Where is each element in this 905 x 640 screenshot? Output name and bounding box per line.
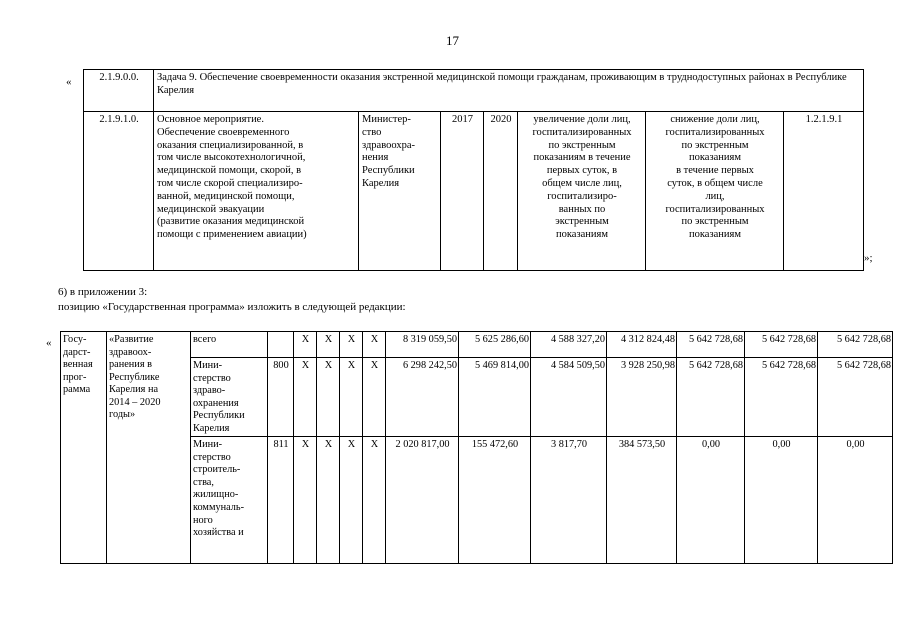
value-cell: 5 469 814,00 <box>459 358 531 437</box>
x-cell: Х <box>363 332 386 358</box>
x-cell: Х <box>317 358 340 437</box>
activity-executor: Министер- ство здравоохра- нения Республики Карелия <box>359 112 441 271</box>
program-name: «Развитие здравоох- ранения в Республике Карелия на 2014 – 2020 годы» <box>107 332 191 564</box>
x-cell: Х <box>363 437 386 564</box>
value-cell: 8 319 059,50 <box>386 332 459 358</box>
row-label: Мини- стерство строитель- ства, жилищно- коммуналь- ного хозяйства и <box>191 437 268 564</box>
value-cell: 155 472,60 <box>459 437 531 564</box>
year-end: 2020 <box>484 112 518 271</box>
grbs-code: 800 <box>268 358 294 437</box>
value-cell: 2 020 817,00 <box>386 437 459 564</box>
x-cell: Х <box>340 358 363 437</box>
table-row <box>61 332 893 358</box>
x-cell: Х <box>363 358 386 437</box>
value-cell: 0,00 <box>677 437 745 564</box>
x-cell: Х <box>294 332 317 358</box>
value-cell: 4 584 509,50 <box>531 358 607 437</box>
grbs-code: 811 <box>268 437 294 564</box>
value-cell: 3 928 250,98 <box>607 358 677 437</box>
x-cell: Х <box>317 332 340 358</box>
x-cell: Х <box>294 358 317 437</box>
grbs-code <box>268 332 294 358</box>
x-cell: Х <box>340 437 363 564</box>
year-start: 2017 <box>441 112 484 271</box>
page-number: 17 <box>446 33 459 48</box>
task-title: Задача 9. Обеспечение своевременности оказания экстренной медицинской помощи гражданам, проживающим в труднодоступных районах в Республике Карелия <box>154 70 864 112</box>
value-cell: 0,00 <box>745 437 818 564</box>
activity-code: 2.1.9.1.0. <box>84 112 154 271</box>
program-status: Госу- дарст- венная прог- рамма <box>61 332 107 564</box>
program-funding-table <box>60 331 893 564</box>
indicator-link: 1.2.1.9.1 <box>784 112 864 271</box>
consequence: снижение доли лиц, госпитализированных по экстренным показаниям в течение первых суток, в общем числе лиц, госпитализированных по экстренным показаниям <box>646 112 784 271</box>
activities-table <box>83 69 864 271</box>
value-cell: 5 642 728,68 <box>745 332 818 358</box>
value-cell: 5 642 728,68 <box>677 332 745 358</box>
activity-description: Основное мероприятие. Обеспечение своевременного оказания специализированной, в том числе высокотехнологичной, медицинской помощи, скорой, в том числе скорой специализиро- ванной, медицинской помощи, медицинской эвакуации (развитие оказания медицинской помощи с применением авиации) <box>154 112 359 271</box>
value-cell: 5 642 728,68 <box>818 358 893 437</box>
value-cell: 5 625 286,60 <box>459 332 531 358</box>
closing-mark: »; <box>864 252 873 264</box>
task-row <box>84 70 864 112</box>
value-cell: 5 642 728,68 <box>818 332 893 358</box>
paragraph-appendix: 6) в приложении 3: <box>58 286 148 298</box>
value-cell: 5 642 728,68 <box>745 358 818 437</box>
row-label: всего <box>191 332 268 358</box>
opening-quote-2: « <box>46 337 52 349</box>
value-cell: 4 312 824,48 <box>607 332 677 358</box>
task-code: 2.1.9.0.0. <box>84 70 154 112</box>
value-cell: 4 588 327,20 <box>531 332 607 358</box>
row-label: Мини- стерство здраво- охранения Республики Карелия <box>191 358 268 437</box>
value-cell: 384 573,50 <box>607 437 677 564</box>
opening-quote: « <box>66 76 72 88</box>
paragraph-instruction: позицию «Государственная программа» изложить в следующей редакции: <box>58 301 406 313</box>
activity-row <box>84 112 864 271</box>
expected-result: увеличение доли лиц, госпитализированных по экстренным показаниям в течение первых суток, в общем числе лиц, госпитализиро- ванных по экстренным показаниям <box>518 112 646 271</box>
value-cell: 3 817,70 <box>531 437 607 564</box>
value-cell: 5 642 728,68 <box>677 358 745 437</box>
value-cell: 6 298 242,50 <box>386 358 459 437</box>
x-cell: Х <box>317 437 340 564</box>
value-cell: 0,00 <box>818 437 893 564</box>
x-cell: Х <box>340 332 363 358</box>
x-cell: Х <box>294 437 317 564</box>
